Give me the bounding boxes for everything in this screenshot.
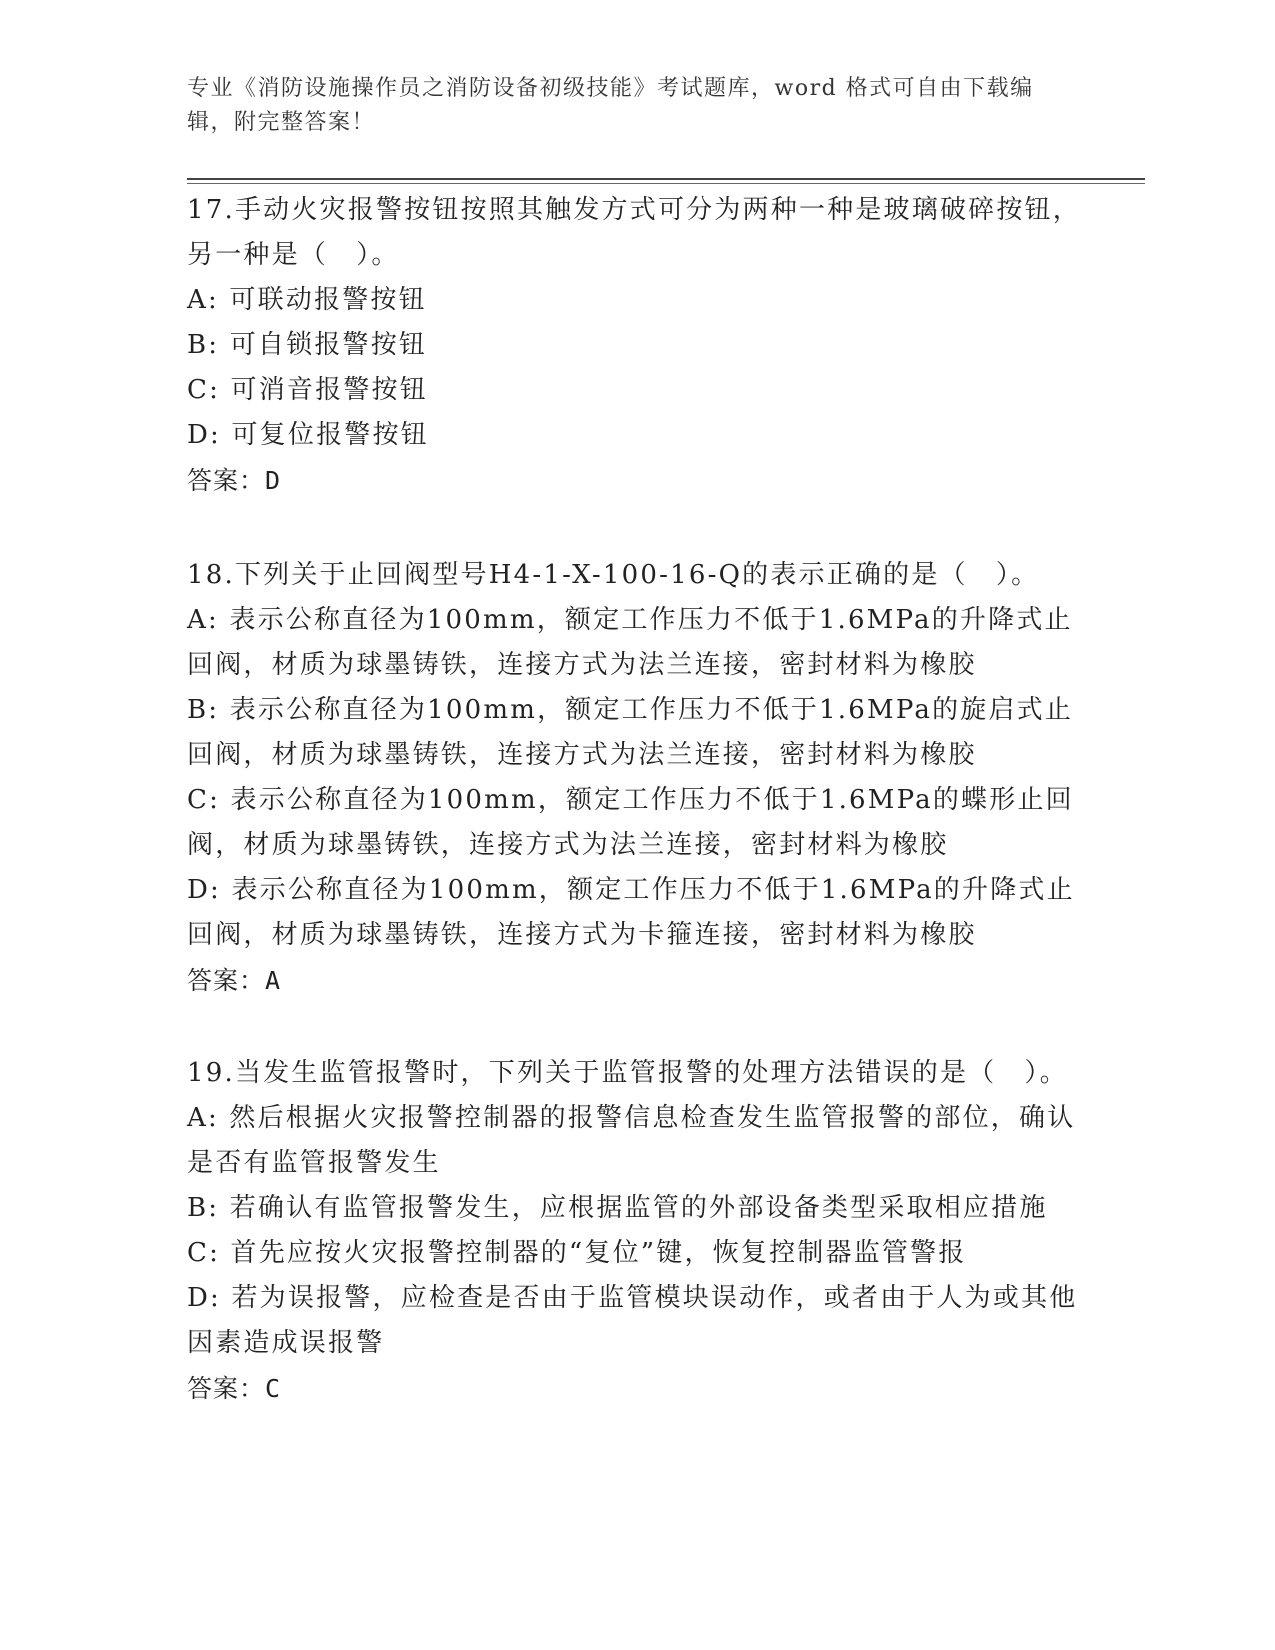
answer-line [187,458,1087,503]
option-d: D: 可复位报警按钮 [187,420,429,450]
option-c: C: 表示公称直径为100mm，额定工作压力不低于1.6MPa的蝶形止回阀，材质为球墨铸铁，连接方式为法兰连接，密封材料为橡胶 [187,785,1074,860]
option-c: C: 首先应按火灾报警控制器的“复位”键，恢复控制器监管警报 [187,1238,967,1268]
option-c: C: 可消音报警按钮 [187,375,428,405]
option-d: D: 表示公称直径为100mm，额定工作压力不低于1.6MPa的升降式止回阀，材质为球墨铸铁，连接方式为卡箍连接，密封材料为橡胶 [187,875,1075,950]
option-a: A: 可联动报警按钮 [187,285,427,315]
option-a: A: 表示公称直径为100mm，额定工作压力不低于1.6MPa的升降式止回阀，材质为球墨铸铁，连接方式为法兰连接，密封材料为橡胶 [187,605,1073,680]
document-header: 专业《消防设施操作员之消防设备初级技能》考试题库，word 格式可自由下载编辑，附完整答案！ [187,76,1034,135]
option-b: B: 若确认有监管报警发生，应根据监管的外部设备类型采取相应措施 [187,1193,1048,1223]
question-18 [187,553,1087,1003]
header-divider-thick [187,178,1145,180]
question-stem: 17.手动火灾报警按钮按照其触发方式可分为两种一种是玻璃破碎按钮，另一种是（ ）。 [187,195,1081,270]
question-17 [187,188,1087,503]
header-divider-thin [187,183,1145,184]
option-b: B: 可自锁报警按钮 [187,330,428,360]
answer-value: D [265,466,283,495]
option-a: A: 然后根据火灾报警控制器的报警信息检查发生监管报警的部位，确认是否有监管报警发生 [187,1103,1076,1178]
question-stem: 18.下列关于止回阀型号H4-1-X-100-16-Q的表示正确的是（ ）。 [187,560,1040,590]
answer-line [187,958,1087,1003]
answer-label: 答案： [187,966,266,995]
answer-value: A [265,966,283,995]
answer-value: C [265,1374,283,1403]
question-stem: 19.当发生监管报警时，下列关于监管报警的处理方法错误的是（ ）。 [187,1058,1068,1088]
answer-line [187,1366,1087,1411]
answer-label: 答案： [187,466,266,495]
answer-label: 答案： [187,1374,266,1403]
option-d: D: 若为误报警，应检查是否由于监管模块误动作，或者由于人为或其他因素造成误报警 [187,1283,1078,1358]
option-b: B: 表示公称直径为100mm，额定工作压力不低于1.6MPa的旋启式止回阀，材质为球墨铸铁，连接方式为法兰连接，密封材料为橡胶 [187,695,1074,770]
question-19 [187,1051,1087,1411]
